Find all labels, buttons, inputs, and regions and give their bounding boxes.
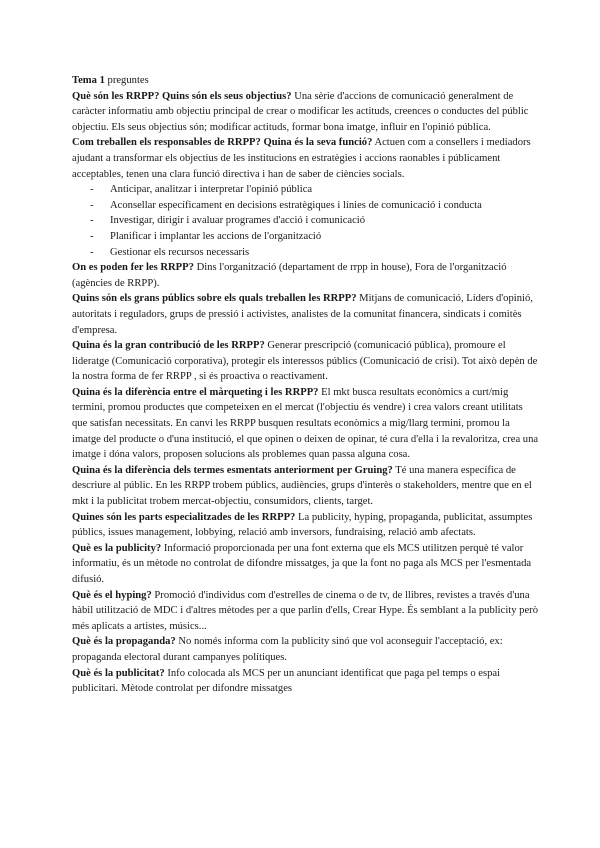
question: Com treballen els responsables de RRPP? Quina és la seva funció?	[72, 137, 373, 149]
answer: Una sèrie d'accions de comunicació generalment de caràcter informatiu amb objectiu principal de crear o modificar les actituds, creences o conductes del públic objectiu. Els seus objectius són; modificar actituds, formar bona imatge, influir en l'opinió pública.	[72, 90, 529, 133]
answer: Promoció d'individus com d'estrelles de cinema o de tv, de llibres, revistes a través d'una hàbil utilització de MDC i d'altres mètodes per a que parlin d'ells, Crear Hype. És semblant a la publicity però més aplicats a artistes, músics...	[72, 589, 538, 632]
question: Què és la publicitat?	[72, 667, 165, 679]
question: Quina és la diferència dels termes esmentats anteriorment per Gruing?	[72, 464, 393, 476]
qa-paragraph	[72, 634, 540, 665]
question: Quins són els grans públics sobre els quals treballen les RRPP?	[72, 293, 357, 305]
answer: Info colocada als MCS per un anunciant identificat que paga pel temps o espai publicitari. Mètode controlat per difondre missatges	[72, 667, 501, 695]
list-item: - Anticipar, analitzar i interpretar l'opinió pública	[90, 182, 540, 198]
qa-paragraph	[72, 135, 540, 182]
answer: Dins l'organització (departament de rrpp in house), Fora de l'organització (agències de RRPP).	[72, 262, 507, 289]
qa-paragraph	[72, 89, 540, 136]
answer: Té una manera específica de descriure al públic. En les RRPP trobem públics, audiències, grups d'interès o stakeholders, mentre que en el mkt i la publicitat trobem mercat-objectiu, consumidors, clients, target.	[72, 464, 532, 508]
qa-paragraph	[72, 260, 540, 291]
question: Què són les RRPP? Quins són els seus objectius?	[72, 90, 292, 102]
answer: El mkt busca resultats econòmics a curt/mig termini, promou productes que competeixen en el mercat (l'objectiu és vendre) i crea valors creant utilitats que satisfan necessitats. En canvi les RRPP busquen resultats econòmics a mig/llarg termini, promou la imatge del producte o d'una institució, el que opinen o deixen de opinar, té cura d'ella i la revaloritza, crea una imatge i dóna valors, proposen solucions als problemes quan passa alguna cosa.	[72, 386, 539, 461]
qa-paragraph	[72, 588, 540, 635]
answer: Generar prescripció (comunicació pública), promoure el lideratge (Comunicació corporativa), protegir els interessos públics (Comunicació de crisi). Tot això depèn de la nostra forma de fer RRPP , si és proactiva o reactivament.	[72, 340, 538, 383]
question: Què és la propaganda?	[72, 636, 176, 648]
qa-paragraph	[72, 291, 540, 338]
title-bold: Tema 1	[72, 75, 105, 86]
qa-paragraph	[72, 541, 540, 588]
qa-paragraph	[72, 510, 540, 541]
document-title	[72, 73, 540, 89]
list-item: - Investigar, dirigir i avaluar programes d'acció i comunicació	[90, 213, 540, 229]
list-item: - Gestionar els recursos necessaris	[90, 245, 540, 261]
question: On es poden fer les RRPP?	[72, 262, 194, 274]
answer: No només informa com la publicity sinó que vol aconseguir l'acceptació, ex: propaganda electoral durant campanyes polítiques.	[72, 636, 503, 663]
question: Quines són les parts especialitzades de les RRPP?	[72, 511, 296, 523]
list-item: - Planificar i implantar les accions de l'organització	[90, 229, 540, 245]
qa-paragraph	[72, 666, 540, 697]
title-rest: preguntes	[104, 75, 149, 86]
function-list	[72, 182, 540, 260]
qa-paragraph	[72, 338, 540, 385]
answer: Actuen com a consellers i mediadors ajudant a transformar els objectius de les institucions en estratègies i accions raonables i públicament acceptables, tenen una clara funció directiva i han de saber de ciències socials.	[72, 137, 531, 180]
question: Què es la publicity?	[72, 542, 162, 554]
question: Què és el hyping?	[72, 589, 152, 601]
qa-paragraph	[72, 463, 540, 510]
question: Quina és la diferència entre el màrqueting i les RRPP?	[72, 386, 319, 398]
answer: La publicity, hyping, propaganda, publicitat, assumptes públics, issues management, lobbying, relació amb inversors, fundraising, relació amb afectats.	[72, 511, 533, 539]
list-item: - Aconsellar específicament en decisions estratègiques i línies de comunicació i conducta	[90, 198, 540, 214]
qa-paragraph	[72, 385, 540, 463]
answer: Mitjans de comunicació, Líders d'opinió, autoritats i reguladors, grups de pressió i activistes, analistes de la comunitat financera, sindicats i comitès d'empresa.	[72, 293, 533, 336]
question: Quina és la gran contribució de les RRPP?	[72, 340, 265, 352]
answer: Informació proporcionada per una font externa que els MCS utilitzen perquè té valor informatiu, és un mètode no controlat de difondre missatges, ja que la font no paga als MCS per l'esmentada difusió.	[72, 542, 532, 585]
